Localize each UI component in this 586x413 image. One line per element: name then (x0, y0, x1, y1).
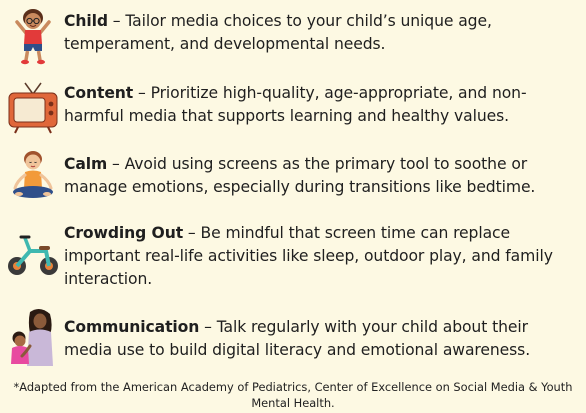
item-separator: – (183, 224, 201, 242)
item-description: Be mindful that screen time can replace important real-life activities like sleep, outdoor play, and family interaction. (64, 224, 553, 288)
item-description: Talk regularly with your child about their media use to build digital literacy and emotional awareness. (64, 318, 531, 359)
footnote: *Adapted from the American Academy of Pediatrics, Center of Excellence on Social Media & Youth Mental Health. (13, 380, 573, 410)
item-description: Tailor media choices to your child’s unique age, temperament, and developmental needs. (64, 12, 492, 53)
item-term: Child (64, 12, 108, 30)
tv-icon (6, 80, 60, 140)
item-text (64, 10, 574, 56)
item-text (64, 153, 574, 199)
balance-bike-icon (6, 224, 60, 284)
parent-child-icon (6, 306, 60, 366)
item-term: Communication (64, 318, 200, 336)
meditating-child-icon (6, 148, 60, 208)
item-separator: – (107, 155, 125, 173)
item-term: Calm (64, 155, 108, 173)
item-term: Crowding Out (64, 224, 184, 242)
item-separator: – (133, 84, 151, 102)
item-text (64, 82, 574, 128)
item-separator: – (199, 318, 217, 336)
child-icon (6, 6, 60, 66)
item-term: Content (64, 84, 134, 102)
item-text (64, 222, 574, 291)
item-description: Avoid using screens as the primary tool to soothe or manage emotions, especially during transitions like bedtime. (64, 155, 536, 196)
item-description: Prioritize high-quality, age-appropriate, and non-harmful media that supports learning and healthy values. (64, 84, 527, 125)
item-separator: – (107, 12, 126, 30)
item-text (64, 316, 574, 362)
